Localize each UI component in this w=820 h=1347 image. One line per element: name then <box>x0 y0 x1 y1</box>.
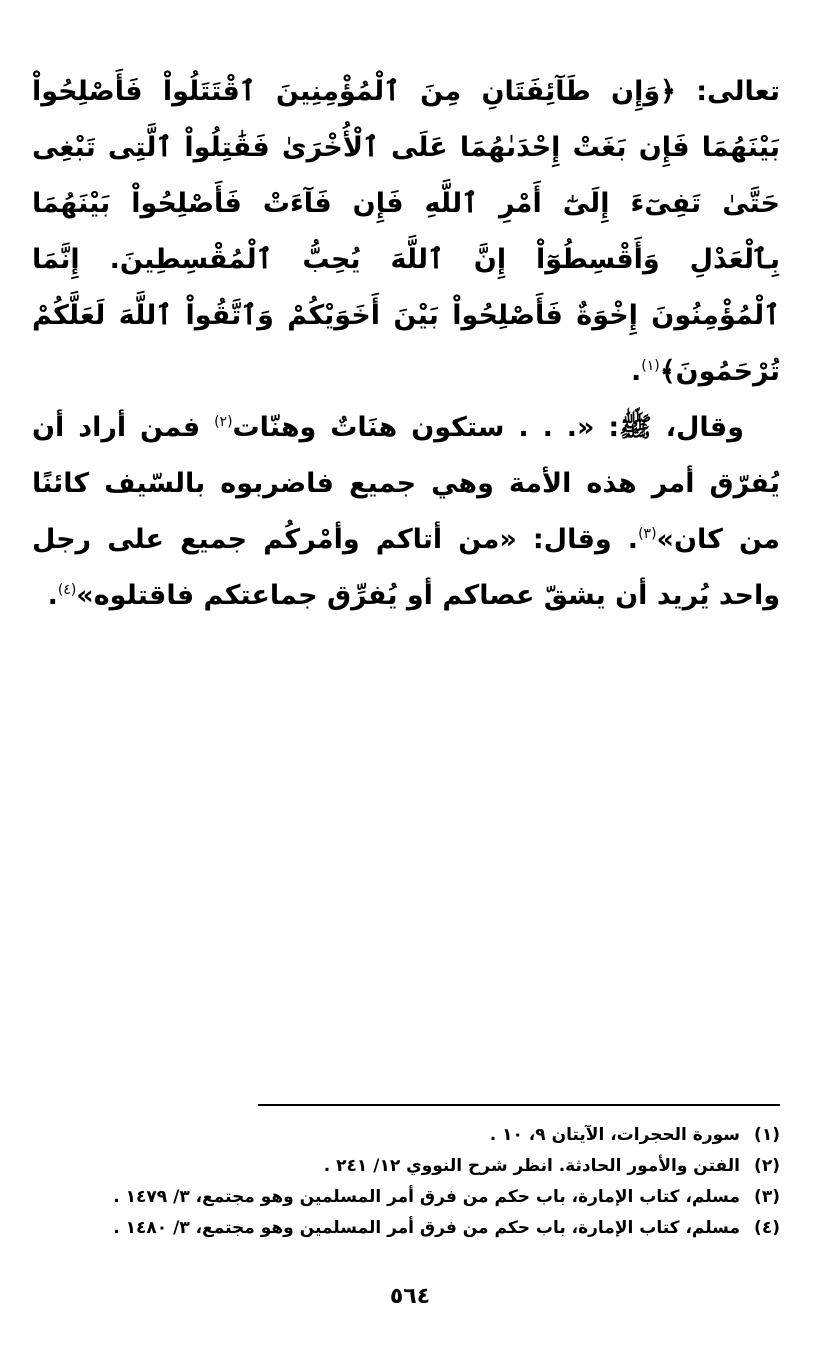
main-text <box>32 64 780 624</box>
footnote-ref-3: (٣) <box>638 526 657 542</box>
footnote-ref-1: (١) <box>641 358 660 374</box>
footnote-ref-4: (٤) <box>57 582 77 598</box>
hadith-text-part-2: فمن أراد أن يُفرّق أمر هذه الأمة وهي جميع فاضربوه بالسّيف كائنًا من كان» <box>32 412 781 555</box>
paragraph-end: . <box>630 356 642 387</box>
footnote-text: مسلم، كتاب الإمارة، باب حكم من فرق أمر المسلمين وهو مجتمع، ٣/ ١٤٧٩ . <box>113 1187 740 1207</box>
footnote-number: (٤) <box>754 1218 780 1238</box>
footnotes-list <box>40 1120 780 1244</box>
paragraph-hadith <box>32 400 780 624</box>
footnote-number: (١) <box>754 1125 780 1145</box>
footnote-divider <box>258 1104 780 1106</box>
footnote-text: مسلم، كتاب الإمارة، باب حكم من فرق أمر المسلمين وهو مجتمع، ٣/ ١٤٨٠ . <box>113 1218 740 1238</box>
footnote-number: (٢) <box>754 1156 780 1176</box>
hadith-text-part-3: . وقال: «من أتاكم وأمْركُم جميع على رجل واحد يُريد أن يشقّ عصاكم أو يُفرِّق جماعتكم فاقتلوه» <box>32 524 780 611</box>
footnote-item <box>40 1182 780 1213</box>
hadith-text-part-1: وقال، ﷺ: «. . . ستكون هنَاتٌ وهنّات <box>232 412 744 443</box>
paragraph-quran-quote <box>32 64 780 400</box>
footnote-item <box>40 1120 780 1151</box>
quran-verse-text: تعالى: ﴿وَإِن طَآئِفَتَانِ مِنَ ٱلْمُؤْمِنِينَ ٱقْتَتَلُواْ فَأَصْلِحُواْ بَيْنَهُمَا فَإِن بَغَتْ إِحْدَىٰهُمَا عَلَى ٱلْأُخْرَىٰ فَقَٰتِلُواْ ٱلَّتِى تَبْغِى حَتَّىٰ تَفِىٓءَ إِلَىٰٓ أَمْرِ ٱللَّهِ فَإِن فَآءَتْ فَأَصْلِحُواْ بَيْنَهُمَا بِٱلْعَدْلِ وَأَقْسِطُوٓاْ إِنَّ ٱللَّهَ يُحِبُّ ٱلْمُقْسِطِينَ. إِنَّمَا ٱلْمُؤْمِنُونَ إِخْوَةٌ فَأَصْلِحُواْ بَيْنَ أَخَوَيْكُمْ وَٱتَّقُواْ ٱللَّهَ لَعَلَّكُمْ تُرْحَمُونَ﴾ <box>32 76 780 387</box>
footnote-item <box>40 1151 780 1182</box>
footnote-text: سورة الحجرات، الآيتان ٩، ١٠ . <box>489 1125 740 1145</box>
page-number: ٥٦٤ <box>389 1284 431 1309</box>
paragraph-end: . <box>47 580 58 611</box>
footnote-text: الفتن والأمور الحادثة. انظر شرح النووي ١٢/ ٢٤١ . <box>323 1156 740 1176</box>
footnote-ref-2: (٢) <box>214 414 233 430</box>
footnote-item <box>40 1213 780 1244</box>
footnote-number: (٣) <box>754 1187 780 1207</box>
